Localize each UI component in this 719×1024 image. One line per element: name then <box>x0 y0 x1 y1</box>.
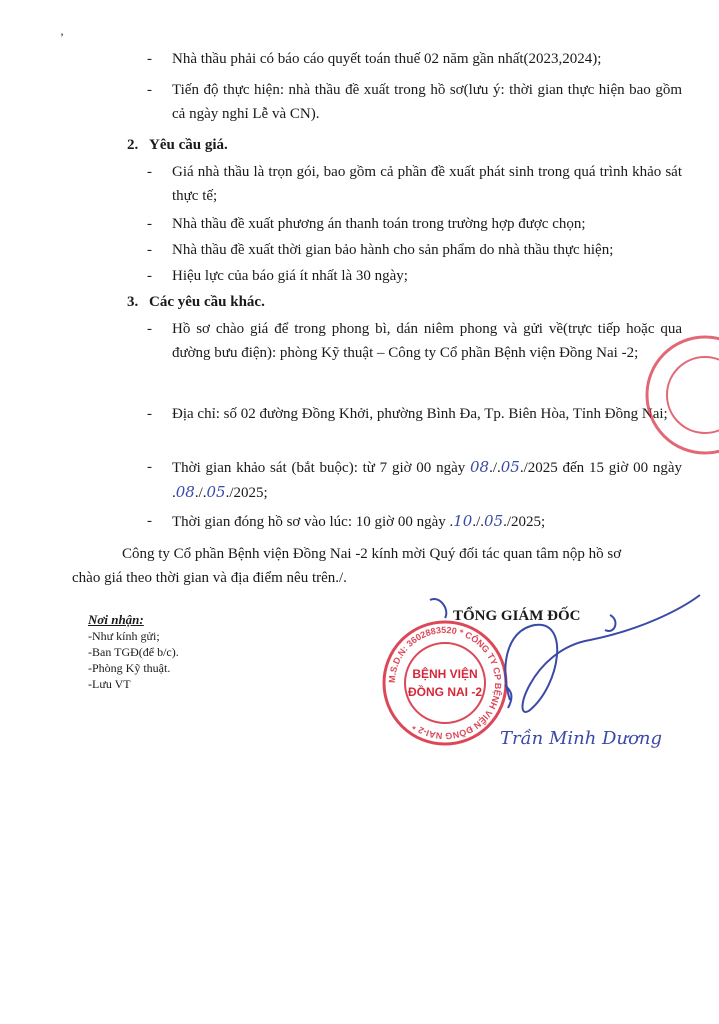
stamp-center-line-2: ĐỒNG NAI -2 <box>407 685 483 699</box>
bullet-tax-report: - Nhà thầu phải có báo cáo quyết toán thuế 02 năm gần nhất(2023,2024); <box>147 51 602 67</box>
recipients-title: Nơi nhận: <box>88 612 144 627</box>
bullet-price-package: - Giá nhà thầu là trọn gói, bao gồm cả phần đề xuất phát sinh trong quá trình khảo sát thực tế; <box>147 164 682 204</box>
handwritten-closing-month: 05 <box>484 512 504 530</box>
corner-mark: ’ <box>60 30 64 44</box>
stamp-ring-text: M.S.D.N: 3602883520 * CÔNG TY CP BỆNH VIỆN ĐỒNG NAI-2 * <box>386 624 504 742</box>
stamp-center-line-1: BỆNH VIỆN <box>412 667 478 681</box>
bullet-survey-time: - Thời gian khảo sát (bắt buộc): từ 7 giờ 00 ngày 08./.05./2025 đến 15 giờ 00 ngày .08./.05./2025; <box>147 458 682 501</box>
recipient-item: -Như kính gửi; <box>88 629 160 643</box>
bullet-payment: - Nhà thầu đề xuất phương án thanh toán trong trường hợp được chọn; <box>147 216 586 232</box>
section-2-heading: 2. Yêu cầu giá. <box>127 137 228 153</box>
handwritten-closing-day: 10 <box>453 512 473 530</box>
signature-scribble <box>407 590 710 740</box>
bullet-warranty: - Nhà thầu đề xuất thời gian bảo hành cho sản phẩm do nhà thầu thực hiện; <box>147 242 614 258</box>
bullet-envelope: - Hồ sơ chào giá để trong phong bì, dán niêm phong và gửi về(trực tiếp hoặc qua đường bưu điện): phòng Kỹ thuật – Công ty Cổ phần Bệnh viện Đồng Nai -2; <box>147 321 682 361</box>
handwritten-day-2: 08 <box>175 483 195 501</box>
section-3-heading: 3. Các yêu cầu khác. <box>127 294 265 310</box>
recipient-item: -Phòng Kỹ thuật. <box>88 661 171 675</box>
bullet-schedule: - Tiến độ thực hiện: nhà thầu đề xuất trong hồ sơ(lưu ý: thời gian thực hiện bao gồm cả ngày nghỉ Lễ và CN). <box>147 82 682 122</box>
recipient-item: -Ban TGĐ(để b/c). <box>88 645 179 659</box>
recipient-item: -Lưu VT <box>88 677 131 691</box>
signer-name: Trần Minh Dương <box>500 728 663 749</box>
handwritten-month-1: 05 <box>500 458 520 476</box>
bullet-address: - Địa chỉ: số 02 đường Đồng Khởi, phường Bình Đa, Tp. Biên Hòa, Tỉnh Đồng Nai; <box>147 406 668 422</box>
signature-title: TỔNG GIÁM ĐỐC <box>453 608 581 624</box>
recipients-block <box>88 612 179 692</box>
bullet-closing-time: - Thời gian đóng hồ sơ vào lúc: 10 giờ 00 ngày .10./.05./2025; <box>147 512 546 530</box>
handwritten-month-2: 05 <box>206 483 226 501</box>
edge-seal <box>640 330 719 460</box>
closing-paragraph: Công ty Cổ phần Bệnh viện Đồng Nai -2 kính mời Quý đối tác quan tâm nộp hồ sơ chào giá theo thời gian và địa điểm nêu trên./. <box>72 546 622 586</box>
handwritten-day-1: 08 <box>469 458 490 476</box>
bullet-validity: - Hiệu lực của báo giá ít nhất là 30 ngày; <box>147 268 408 284</box>
